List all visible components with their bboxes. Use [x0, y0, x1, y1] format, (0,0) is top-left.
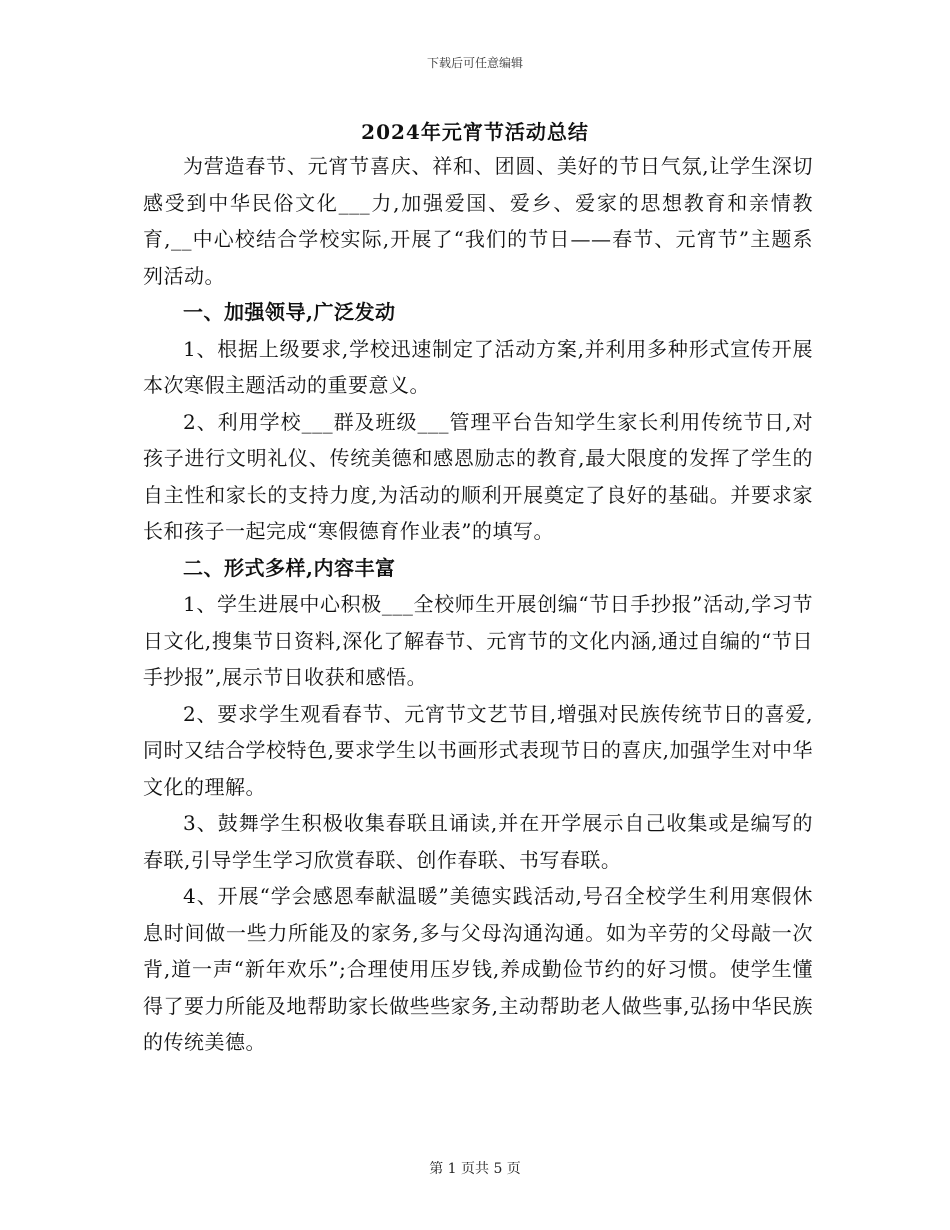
section-2-item-3: 3、鼓舞学生积极收集春联且诵读,并在开学展示自己收集或是编写的春联,引导学生学习欣赏春联、创作春联、书写春联。 — [143, 811, 813, 872]
section-1-item-2: 2、利用学校___群及班级___管理平台告知学生家长利用传统节日,对孩子进行文明礼仪、传统美德和感恩励志的教育,最大限度的发挥了学生的自主性和家长的支持力度,为活动的顺利开展奠定了良好的基础。并要求家长和孩子一起完成“寒假德育作业表”的填写。 — [143, 409, 813, 543]
header-note: 下载后可任意编辑 — [426, 56, 523, 70]
document-title: 2024年元宵节活动总结 — [361, 120, 589, 144]
document-body — [143, 148, 813, 1061]
page-number-footer: 第 1 页共 5 页 — [429, 1161, 521, 1177]
section-2-item-4: 4、开展“学会感恩奉献温暖”美德实践活动,号召全校学生利用寒假休息时间做一些力所能及的家务,多与父母沟通沟通。如为辛劳的父母敲一次背,道一声“新年欢乐”;合理使用压岁钱,养成勤俭节约的好习惯。使学生懂得了要力所能及地帮助家长做些些家务,主动帮助老人做些事,弘扬中华民族的传统美德。 — [143, 884, 813, 1054]
section-2-item-2: 2、要求学生观看春节、元宵节文艺节目,增强对民族传统节日的喜爱,同时又结合学校特色,要求学生以书画形式表现节日的喜庆,加强学生对中华文化的理解。 — [143, 701, 813, 799]
intro-paragraph: 为营造春节、元宵节喜庆、祥和、团圆、美好的节日气氛,让学生深切感受到中华民俗文化___力,加强爱国、爱乡、爱家的思想教育和亲情教育,__中心校结合学校实际,开展了“我们的节日——春节、元宵节”主题系列活动。 — [143, 154, 813, 288]
section-2-item-1: 1、学生进展中心积极___全校师生开展创编“节日手抄报”活动,学习节日文化,搜集节日资料,深化了解春节、元宵节的文化内涵,通过自编的“节日手抄报”,展示节日收获和感悟。 — [143, 592, 813, 689]
section-1-item-1: 1、根据上级要求,学校迅速制定了活动方案,并利用多种形式宣传开展本次寒假主题活动的重要意义。 — [143, 336, 813, 397]
section-2-heading: 二、形式多样,内容丰富 — [183, 555, 396, 580]
section-1-heading: 一、加强领导,广泛发动 — [183, 300, 396, 324]
